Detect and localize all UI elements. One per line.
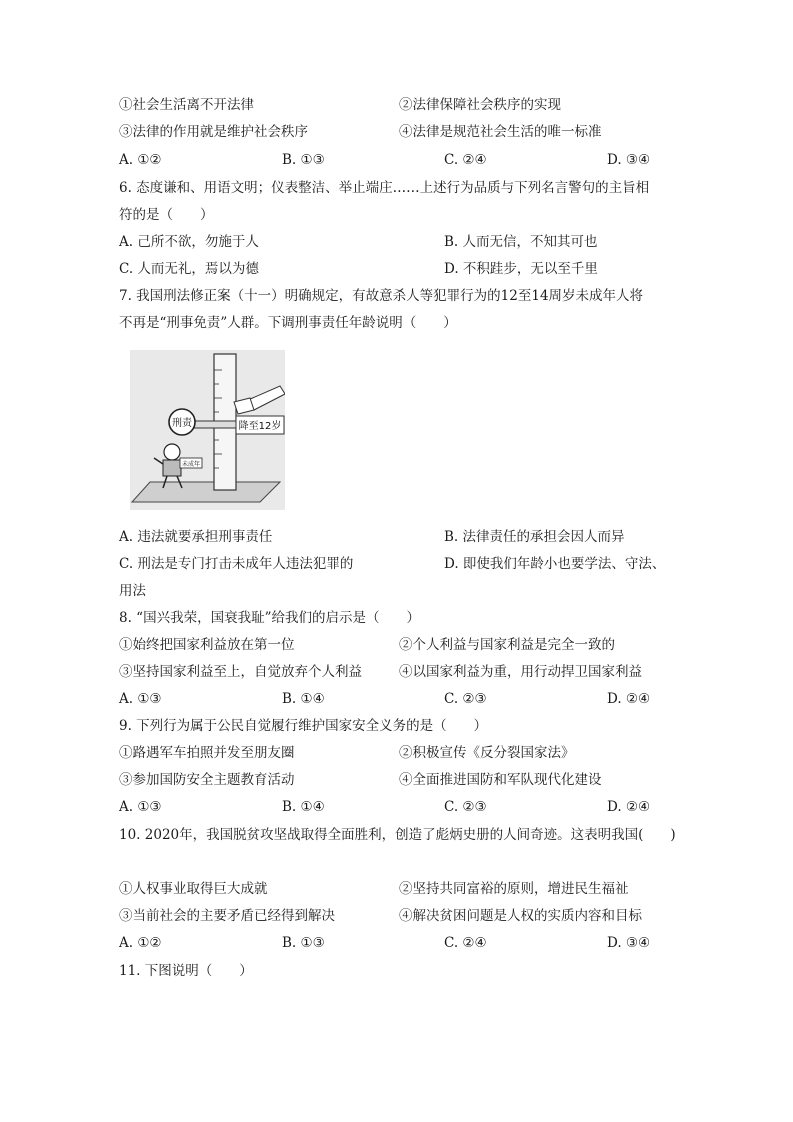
q10-statement-3: ③当前社会的主要矛盾已经得到解决 [119,908,335,924]
q9-statement-3: ③参加国防安全主题教育活动 [119,772,295,788]
sign-label: 刑责 [172,418,192,429]
q7-option-c: C. 刑法是专门打击未成年人违法犯罪的 [119,556,354,572]
q9-option-a: A. ①③ [119,799,162,815]
q10-stem: 10. 2020年，我国脱贫攻坚战取得全面胜利，创造了彪炳史册的人间奇迹。这表明我国( ) [119,827,676,843]
q7-option-d-wrap: 用法 [119,583,146,599]
q6-stem-line-2: 符的是（ ） [119,207,214,223]
age-ruler-cartoon [130,350,285,510]
q10-option-c: C. ②④ [444,935,487,951]
q6-option-c: C. 人而无礼，焉以为德 [119,261,259,277]
q5-statement-3: ③法律的作用就是维护社会秩序 [119,124,308,140]
q5-statement-4: ④法律是规范社会生活的唯一标准 [399,124,602,140]
q7-option-a: A. 违法就要承担刑事责任 [119,529,273,545]
q7-stem-line-1: 7. 我国刑法修正案（十一）明确规定，有故意杀人等犯罪行为的12至14周岁未成年人将 [119,288,644,304]
q5-option-a: A. ①② [119,152,162,168]
q6-option-b: B. 人而无信，不知其可也 [444,234,598,250]
q5-statement-1: ①社会生活离不开法律 [119,97,254,113]
q5-option-b: B. ①③ [282,152,325,168]
q9-statement-4: ④全面推进国防和军队现代化建设 [399,772,602,788]
q8-option-b: B. ①④ [282,691,325,707]
q8-statement-1: ①始终把国家利益放在第一位 [119,637,295,653]
q10-statement-2: ②坚持共同富裕的原则，增进民生福祉 [399,881,629,897]
q9-statement-1: ①路遇军车拍照并发至朋友圈 [119,745,295,761]
q9-option-c: C. ②③ [444,799,487,815]
q5-option-d: D. ③④ [607,152,651,168]
q8-option-c: C. ②③ [444,691,487,707]
q5-statement-2: ②法律保障社会秩序的实现 [399,97,561,113]
q8-option-d: D. ②④ [607,691,651,707]
q10-option-b: B. ①③ [282,935,325,951]
q8-statement-4: ④以国家利益为重，用行动捍卫国家利益 [399,664,642,680]
q9-statement-2: ②积极宣传《反分裂国家法》 [399,745,575,761]
q7-option-b: B. 法律责任的承担会因人而异 [444,529,625,545]
q9-option-b: B. ①④ [282,799,325,815]
q8-statement-3: ③坚持国家利益至上，自觉放弃个人利益 [119,664,362,680]
q10-option-d: D. ③④ [607,935,651,951]
q10-statement-4: ④解决贫困问题是人权的实质内容和目标 [399,908,642,924]
q10-statement-1: ①人权事业取得巨大成就 [119,881,268,897]
q6-stem-line-1: 6. 态度谦和、用语文明；仪表整洁、举止端庄……上述行为品质与下列名言警句的主旨相 [119,180,650,196]
child-label: 未成年 [181,461,201,468]
q9-stem: 9. 下列行为属于公民自觉履行维护国家安全义务的是（ ） [119,718,488,734]
ruler-note-label: 降至12岁 [238,421,282,432]
q6-option-a: A. 己所不欲，勿施于人 [119,234,259,250]
q10-option-a: A. ①② [119,935,162,951]
q8-option-a: A. ①③ [119,691,162,707]
q6-option-d: D. 不积跬步，无以至千里 [444,261,598,277]
q7-option-d: D. 即使我们年龄小也要学法、守法、 [444,556,666,572]
q8-stem: 8. “国兴我荣，国衰我耻”给我们的启示是（ ） [119,610,420,626]
child-head [164,444,180,460]
q5-option-c: C. ②④ [444,152,487,168]
q7-stem-line-2: 不再是“刑事免责”人群。下调刑事责任年龄说明（ ） [119,315,457,331]
q11-stem: 11. 下图说明（ ） [119,963,253,979]
q8-statement-2: ②个人利益与国家利益是完全一致的 [399,637,615,653]
q9-option-d: D. ②④ [607,799,651,815]
